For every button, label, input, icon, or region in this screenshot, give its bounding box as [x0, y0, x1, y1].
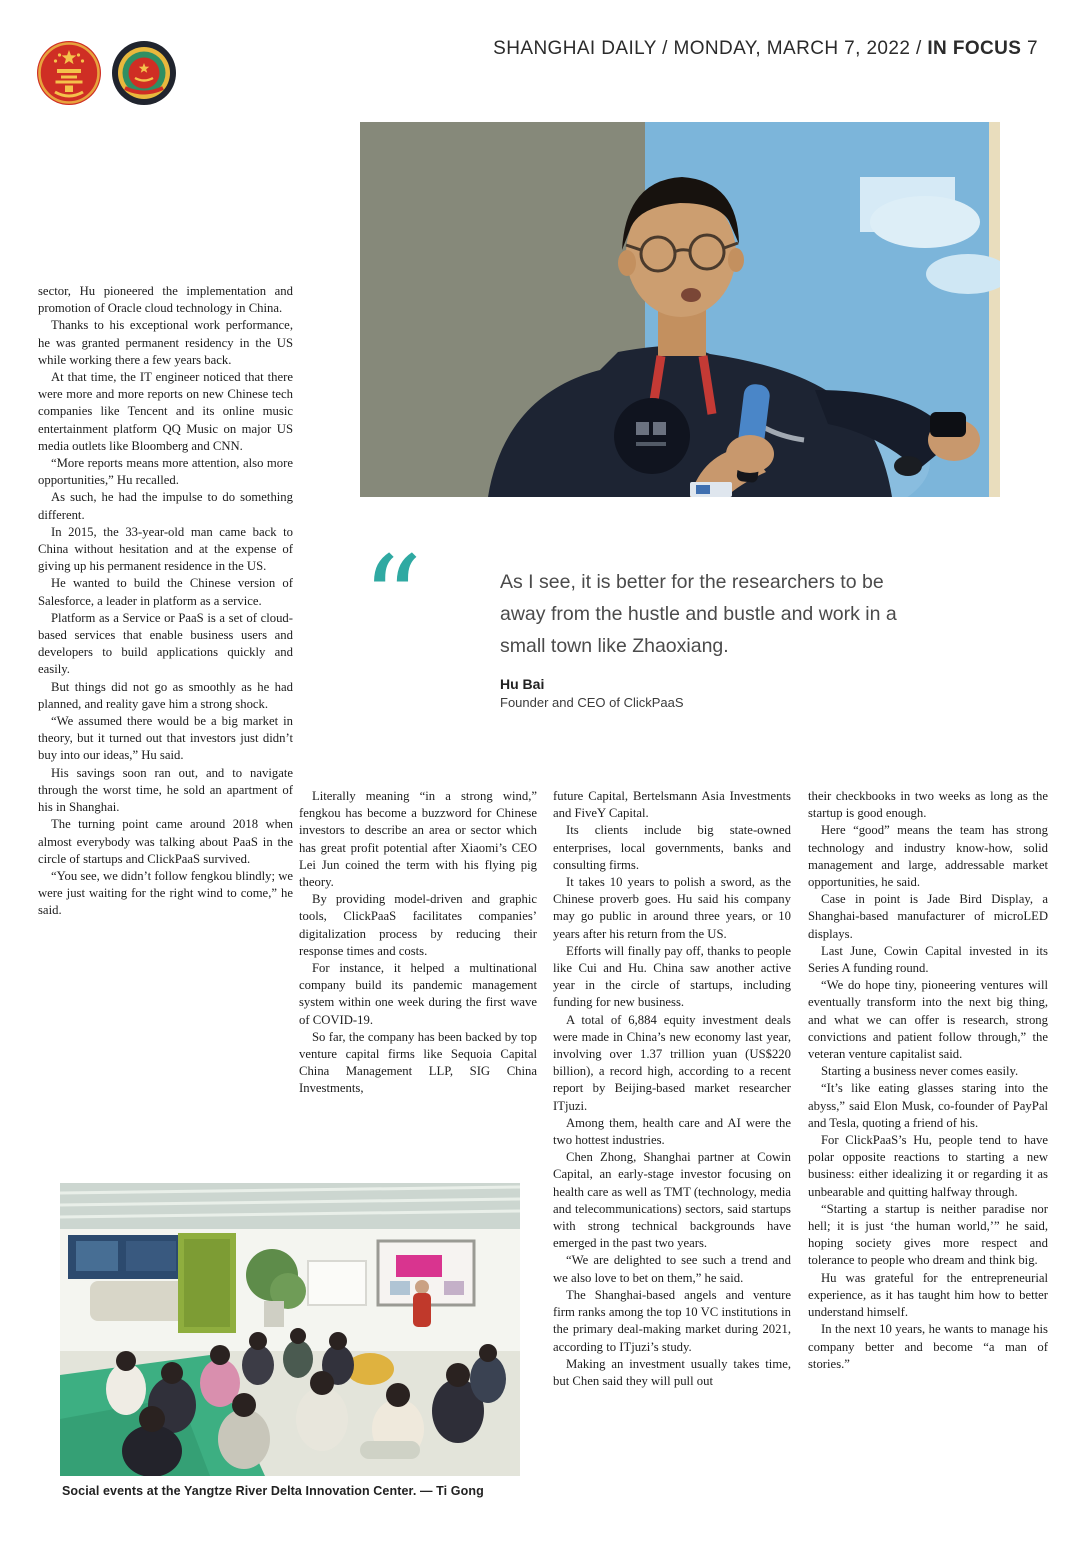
article-paragraph: Its clients include big state-owned enterprises, local governments, banks and consulting firms. — [553, 823, 791, 872]
page-number: 7 — [1021, 38, 1038, 59]
article-paragraph: At that time, the IT engineer noticed that there were more and more reports on new Chinese tech companies like Tencent and its online music entertainment platform QQ Music on major US media outlets like Bloomberg and CNN. — [38, 370, 293, 453]
article-column-3 — [553, 788, 791, 1390]
pull-quote-author-title: Founder and CEO of ClickPaaS — [500, 695, 684, 710]
article-paragraph: For instance, it helped a multinational company build its pandemic management system within one week during the first wave of COVID-19. — [299, 961, 537, 1027]
article-paragraph: For ClickPaaS’s Hu, people tend to have polar opposite reactions to starting a new business: either idealizing it or regarding it as unbearable and quitting halfway through. — [808, 1133, 1048, 1199]
article-paragraph: Starting a business never comes easily. — [821, 1064, 1019, 1079]
speaker-photo-illustration — [360, 122, 1000, 497]
article-paragraph: “We assumed there would be a big market in theory, but it turned out that investors just didn’t buy into our ideas,” Hu said. — [38, 714, 293, 763]
social-event-photo-illustration — [60, 1183, 520, 1476]
article-paragraph: “We are delighted to see such a trend and we also love to bet on them,” he said. — [553, 1253, 791, 1285]
masthead-emblems — [36, 40, 177, 106]
article-paragraph: It takes 10 years to polish a sword, as the Chinese proverb goes. Hu said his company may go public in around three years, or 10 years after his return from the US. — [553, 875, 791, 941]
pull-quote-mark-icon: “ — [362, 530, 423, 668]
article-paragraph: His savings soon ran out, and to navigate through the worst time, he sold an apartment of his in Shanghai. — [38, 765, 293, 815]
article-paragraph: In the next 10 years, he wants to manage his company better and become “a man of stories.” — [808, 1322, 1048, 1371]
article-paragraph: Efforts will finally pay off, thanks to people like Cui and Hu. China saw another active year in the circle of startups, including funding for new business. — [553, 943, 791, 1010]
article-paragraph: So far, the company has been backed by top venture capital firms like Sequoia Capital China Management LLP, SIG China Investments, — [299, 1029, 537, 1096]
article-paragraph: Here “good” means the team has strong technology and industry know-how, solid management and large, addressable market opportunities, he said. — [808, 823, 1048, 890]
article-paragraph: their checkbooks in two weeks as long as the startup is good enough. — [808, 789, 1048, 821]
main-photo — [360, 122, 1000, 497]
article-column-1 — [38, 283, 293, 920]
article-paragraph: Platform as a Service or PaaS is a set of cloud-based services that enable business users and developers to build applications quickly and easily. — [38, 610, 293, 677]
article-column-2 — [299, 788, 537, 1098]
article-paragraph: “Starting a startup is neither paradise nor hell; it is just ‘the human world,’” he said, hoping society gives more respect and tolerance to people who dream and think big. — [808, 1201, 1048, 1268]
bottom-photo — [60, 1183, 520, 1476]
china-national-emblem-icon — [36, 40, 102, 106]
photo-caption: Social events at the Yangtze River Delta Innovation Center. — Ti Gong — [62, 1484, 484, 1498]
article-paragraph: future Capital, Bertelsmann Asia Investments and FiveY Capital. — [553, 789, 791, 821]
article-paragraph: But things did not go as smoothly as he had planned, and reality gave him a strong shock. — [38, 679, 293, 711]
article-paragraph: Literally meaning “in a strong wind,” fengkou has become a buzzword for Chinese investors to describe an area or sector which has great profit potential after Xiaomi’s CEO Lei Jun coined the term with his flying pig theory. — [299, 789, 537, 890]
article-paragraph: Making an investment usually takes time, but Chen said they will pull out — [553, 1356, 791, 1388]
cppcc-emblem-icon — [111, 40, 177, 106]
masthead-text: SHANGHAI DAILY / MONDAY, MARCH 7, 2022 / — [493, 38, 928, 59]
section-title: IN FOCUS — [927, 38, 1022, 59]
article-paragraph: In 2015, the 33-year-old man came back to China without hesitation and at the expense of giving up his permanent residence in the US. — [38, 524, 293, 574]
article-paragraph: “You see, we didn’t follow fengkou blindly; we were just waiting for the right wind to come,” he said. — [38, 868, 293, 918]
article-paragraph: Hu was grateful for the entrepreneurial experience, as it has taught him how to better understand himself. — [808, 1270, 1048, 1320]
article-column-4 — [808, 788, 1048, 1373]
article-paragraph: The turning point came around 2018 when almost everybody was talking about PaaS in the circle of startups and ClickPaaS survived. — [38, 817, 293, 866]
article-paragraph: As such, he had the impulse to do something different. — [38, 490, 293, 522]
article-paragraph: sector, Hu pioneered the implementation and promotion of Oracle cloud technology in China. — [38, 284, 293, 316]
article-paragraph: “More reports means more attention, also more opportunities,” Hu recalled. — [38, 456, 293, 488]
pull-quote-author: Hu Bai — [500, 676, 545, 692]
article-paragraph: “It’s like eating glasses staring into the abyss,” said Elon Musk, co-founder of PayPal and Tesla, quoting a friend of his. — [808, 1081, 1048, 1130]
page-header — [493, 38, 1038, 60]
article-paragraph: Last June, Cowin Capital invested in its Series A funding round. — [808, 943, 1048, 976]
article-paragraph: “We do hope tiny, pioneering ventures will eventually transform into the next big thing, and what we can offer is research, strong convictions and patient follow through,” the veteran venture capitalist said. — [808, 978, 1048, 1062]
article-paragraph: Case in point is Jade Bird Display, a Shanghai-based manufacturer of microLED displays. — [808, 892, 1048, 941]
article-paragraph: The Shanghai-based angels and venture firm ranks among the top 10 VC institutions in the primary deal-making market during 2021, according to ITjuzi’s study. — [553, 1287, 791, 1354]
article-paragraph: Chen Zhong, Shanghai partner at Cowin Capital, an early-stage investor focusing on health care as well as TMT (technology, media and telecommunications) sectors, said startups with strong technical backgrounds have emerged in the past two years. — [553, 1150, 791, 1251]
pull-quote — [500, 566, 930, 710]
article-paragraph: A total of 6,884 equity investment deals were made in China’s new economy last year, involving over 1.37 trillion yuan (US$220 billion), a record high, according to a recent report by Beijing-based market researcher ITjuzi. — [553, 1012, 791, 1113]
article-paragraph: By providing model-driven and graphic tools, ClickPaaS facilitates companies’ digitalization process by reducing their response times and costs. — [299, 892, 537, 958]
article-paragraph: Among them, health care and AI were the two hottest industries. — [553, 1115, 791, 1148]
article-paragraph: Thanks to his exceptional work performance, he was granted permanent residency in the US while working there a few years back. — [38, 318, 293, 367]
pull-quote-text: As I see, it is better for the researchers to be away from the hustle and bustle and work in a small town like Zhaoxiang. — [500, 571, 897, 657]
article-paragraph: He wanted to build the Chinese version of Salesforce, a leader in platform as a service. — [38, 576, 293, 608]
